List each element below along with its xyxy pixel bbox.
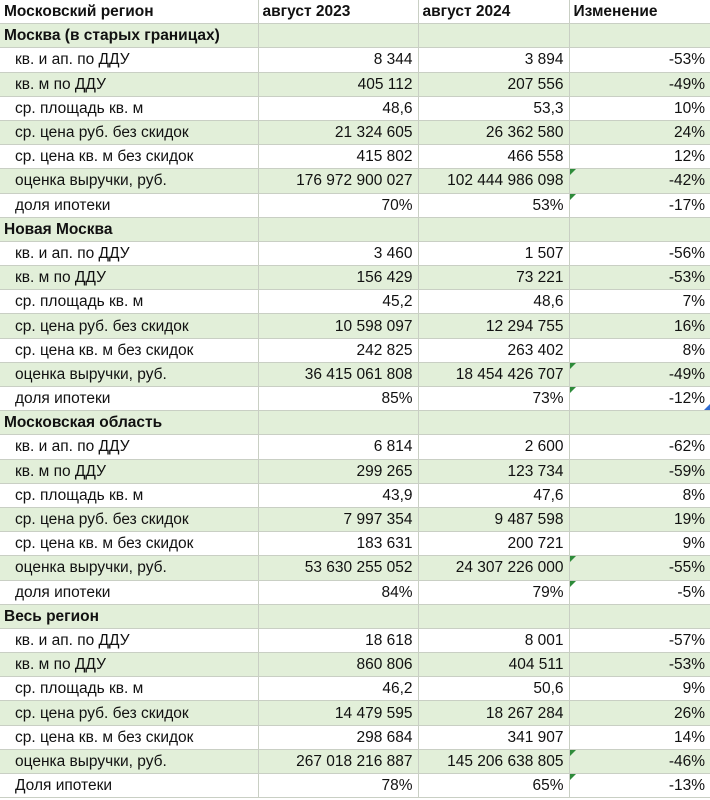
value-change[interactable]: 9% (569, 677, 710, 701)
table-row (0, 628, 710, 652)
value-2024[interactable]: 53,3 (418, 96, 569, 120)
table-row (0, 362, 710, 386)
metric-label[interactable]: оценка выручки, руб. (0, 362, 258, 386)
metric-label[interactable]: оценка выручки, руб. (0, 169, 258, 193)
header-region[interactable]: Московский регион (0, 0, 258, 24)
empty-cell[interactable] (418, 604, 569, 628)
value-2024[interactable]: 9 487 598 (418, 507, 569, 531)
error-indicator-icon (570, 750, 576, 756)
empty-cell[interactable] (258, 24, 418, 48)
value-2023[interactable]: 860 806 (258, 653, 418, 677)
metric-label[interactable]: ср. площадь кв. м (0, 677, 258, 701)
value-change[interactable]: -49% (569, 72, 710, 96)
value-2024[interactable]: 1 507 (418, 241, 569, 265)
value-2023[interactable]: 267 018 216 887 (258, 749, 418, 773)
value-change[interactable]: -56% (569, 241, 710, 265)
value-2023[interactable]: 18 618 (258, 628, 418, 652)
value-change[interactable]: 19% (569, 507, 710, 531)
error-indicator-icon (570, 556, 576, 562)
value-2023[interactable]: 299 265 (258, 459, 418, 483)
table-row (0, 266, 710, 290)
value-2024[interactable]: 18 267 284 (418, 701, 569, 725)
value-2023[interactable]: 45,2 (258, 290, 418, 314)
table-row (0, 120, 710, 144)
metric-label[interactable]: доля ипотеки (0, 193, 258, 217)
value-change[interactable]: 7% (569, 290, 710, 314)
value-2024[interactable]: 2 600 (418, 435, 569, 459)
section-title[interactable]: Москва (в старых границах) (0, 24, 258, 48)
header-change[interactable]: Изменение (569, 0, 710, 24)
section-row (0, 24, 710, 48)
value-change[interactable]: 9% (569, 532, 710, 556)
value-2023[interactable]: 8 344 (258, 48, 418, 72)
value-2024[interactable]: 73 221 (418, 266, 569, 290)
value-change[interactable]: -12% (569, 387, 710, 411)
section-title[interactable]: Московская область (0, 411, 258, 435)
metric-label[interactable]: оценка выручки, руб. (0, 556, 258, 580)
value-change[interactable]: 24% (569, 120, 710, 144)
value-2024[interactable]: 73% (418, 387, 569, 411)
value-change[interactable]: 12% (569, 145, 710, 169)
table-row (0, 314, 710, 338)
value-2024[interactable]: 404 511 (418, 653, 569, 677)
error-indicator-icon (570, 363, 576, 369)
table-row (0, 556, 710, 580)
value-change[interactable]: -42% (569, 169, 710, 193)
table-row (0, 580, 710, 604)
table-row (0, 193, 710, 217)
value-change[interactable]: 8% (569, 338, 710, 362)
metric-label[interactable]: ср. цена руб. без скидок (0, 701, 258, 725)
value-2023[interactable]: 85% (258, 387, 418, 411)
value-change[interactable]: -53% (569, 653, 710, 677)
empty-cell[interactable] (569, 411, 710, 435)
value-2023[interactable]: 21 324 605 (258, 120, 418, 144)
value-2024[interactable]: 263 402 (418, 338, 569, 362)
metric-label[interactable]: кв. и ап. по ДДУ (0, 435, 258, 459)
table-row (0, 48, 710, 72)
empty-cell[interactable] (569, 217, 710, 241)
value-change[interactable]: -53% (569, 266, 710, 290)
table-row (0, 749, 710, 773)
table-row (0, 483, 710, 507)
value-2024[interactable]: 50,6 (418, 677, 569, 701)
value-2024[interactable]: 466 558 (418, 145, 569, 169)
value-2023[interactable]: 36 415 061 808 (258, 362, 418, 386)
error-indicator-icon (570, 774, 576, 780)
value-2024[interactable]: 18 454 426 707 (418, 362, 569, 386)
value-change[interactable]: 10% (569, 96, 710, 120)
metric-label[interactable]: кв. и ап. по ДДУ (0, 48, 258, 72)
error-indicator-icon (570, 387, 576, 393)
value-2023[interactable]: 14 479 595 (258, 701, 418, 725)
value-change[interactable]: 8% (569, 483, 710, 507)
metric-label[interactable]: доля ипотеки (0, 387, 258, 411)
value-2024[interactable]: 3 894 (418, 48, 569, 72)
table-row (0, 459, 710, 483)
section-row (0, 411, 710, 435)
table-row (0, 435, 710, 459)
value-2024[interactable]: 12 294 755 (418, 314, 569, 338)
value-2023[interactable]: 176 972 900 027 (258, 169, 418, 193)
metric-label[interactable]: кв. м по ДДУ (0, 266, 258, 290)
empty-cell[interactable] (418, 24, 569, 48)
metric-label[interactable]: ср. цена кв. м без скидок (0, 338, 258, 362)
value-2024[interactable]: 53% (418, 193, 569, 217)
metric-label[interactable]: кв. и ап. по ДДУ (0, 628, 258, 652)
empty-cell[interactable] (569, 604, 710, 628)
metric-label[interactable]: ср. площадь кв. м (0, 290, 258, 314)
value-2023[interactable]: 405 112 (258, 72, 418, 96)
table-row (0, 96, 710, 120)
table-row (0, 532, 710, 556)
value-2023[interactable]: 7 997 354 (258, 507, 418, 531)
value-2024[interactable]: 24 307 226 000 (418, 556, 569, 580)
value-2023[interactable]: 10 598 097 (258, 314, 418, 338)
value-2024[interactable]: 207 556 (418, 72, 569, 96)
metric-label[interactable]: кв. м по ДДУ (0, 653, 258, 677)
metric-label[interactable]: ср. цена руб. без скидок (0, 507, 258, 531)
metric-label[interactable]: ср. цена кв. м без скидок (0, 532, 258, 556)
empty-cell[interactable] (258, 411, 418, 435)
value-2023[interactable]: 70% (258, 193, 418, 217)
value-2024[interactable]: 26 362 580 (418, 120, 569, 144)
value-change[interactable]: -59% (569, 459, 710, 483)
value-2023[interactable]: 53 630 255 052 (258, 556, 418, 580)
header-2024[interactable]: август 2024 (418, 0, 569, 24)
value-2023[interactable]: 6 814 (258, 435, 418, 459)
metric-label[interactable]: кв. и ап. по ДДУ (0, 241, 258, 265)
value-2024[interactable]: 145 206 638 805 (418, 749, 569, 773)
metric-label[interactable]: ср. площадь кв. м (0, 483, 258, 507)
value-2024[interactable]: 200 721 (418, 532, 569, 556)
value-change[interactable]: -55% (569, 556, 710, 580)
value-change[interactable]: -13% (569, 774, 710, 798)
table-row (0, 653, 710, 677)
value-change[interactable]: -17% (569, 193, 710, 217)
value-2024[interactable]: 123 734 (418, 459, 569, 483)
empty-cell[interactable] (258, 604, 418, 628)
value-2024[interactable]: 48,6 (418, 290, 569, 314)
metric-label[interactable]: Доля ипотеки (0, 774, 258, 798)
metric-label[interactable]: ср. цена руб. без скидок (0, 314, 258, 338)
value-2024[interactable]: 79% (418, 580, 569, 604)
value-2024[interactable]: 65% (418, 774, 569, 798)
value-2023[interactable]: 298 684 (258, 725, 418, 749)
empty-cell[interactable] (418, 411, 569, 435)
value-2023[interactable]: 78% (258, 774, 418, 798)
value-change[interactable]: -62% (569, 435, 710, 459)
empty-cell[interactable] (258, 217, 418, 241)
error-indicator-icon (570, 194, 576, 200)
header-row (0, 0, 710, 24)
value-2023[interactable]: 46,2 (258, 677, 418, 701)
metric-label[interactable]: кв. м по ДДУ (0, 459, 258, 483)
value-change[interactable]: 16% (569, 314, 710, 338)
value-2024[interactable]: 8 001 (418, 628, 569, 652)
value-2023[interactable]: 242 825 (258, 338, 418, 362)
metric-label[interactable]: ср. площадь кв. м (0, 96, 258, 120)
value-2024[interactable]: 341 907 (418, 725, 569, 749)
fill-handle-icon[interactable] (704, 404, 710, 410)
empty-cell[interactable] (569, 24, 710, 48)
table-row (0, 507, 710, 531)
value-change[interactable]: -49% (569, 362, 710, 386)
table-row (0, 387, 710, 411)
table-row (0, 145, 710, 169)
value-2023[interactable]: 415 802 (258, 145, 418, 169)
error-indicator-icon (570, 169, 576, 175)
value-2024[interactable]: 102 444 986 098 (418, 169, 569, 193)
header-2023[interactable]: август 2023 (258, 0, 418, 24)
table-row (0, 169, 710, 193)
table-row (0, 290, 710, 314)
metric-label[interactable]: ср. цена руб. без скидок (0, 120, 258, 144)
section-title[interactable]: Весь регион (0, 604, 258, 628)
section-row (0, 604, 710, 628)
value-2023[interactable]: 84% (258, 580, 418, 604)
table-row (0, 338, 710, 362)
metric-label[interactable]: ср. цена кв. м без скидок (0, 145, 258, 169)
value-change[interactable]: -53% (569, 48, 710, 72)
value-2023[interactable]: 3 460 (258, 241, 418, 265)
table-row (0, 725, 710, 749)
metric-label[interactable]: оценка выручки, руб. (0, 749, 258, 773)
value-change[interactable]: 14% (569, 725, 710, 749)
table-row (0, 241, 710, 265)
table-row (0, 701, 710, 725)
table-row (0, 677, 710, 701)
value-2023[interactable]: 48,6 (258, 96, 418, 120)
metric-label[interactable]: ср. цена кв. м без скидок (0, 725, 258, 749)
empty-cell[interactable] (418, 217, 569, 241)
error-indicator-icon (570, 581, 576, 587)
value-2023[interactable]: 43,9 (258, 483, 418, 507)
value-2023[interactable]: 183 631 (258, 532, 418, 556)
metric-label[interactable]: доля ипотеки (0, 580, 258, 604)
metric-label[interactable]: кв. м по ДДУ (0, 72, 258, 96)
value-change[interactable]: -5% (569, 580, 710, 604)
value-2024[interactable]: 47,6 (418, 483, 569, 507)
table-row (0, 72, 710, 96)
section-row (0, 217, 710, 241)
value-change[interactable]: -57% (569, 628, 710, 652)
section-title[interactable]: Новая Москва (0, 217, 258, 241)
value-2023[interactable]: 156 429 (258, 266, 418, 290)
table-row (0, 774, 710, 798)
value-change[interactable]: 26% (569, 701, 710, 725)
value-change[interactable]: -46% (569, 749, 710, 773)
